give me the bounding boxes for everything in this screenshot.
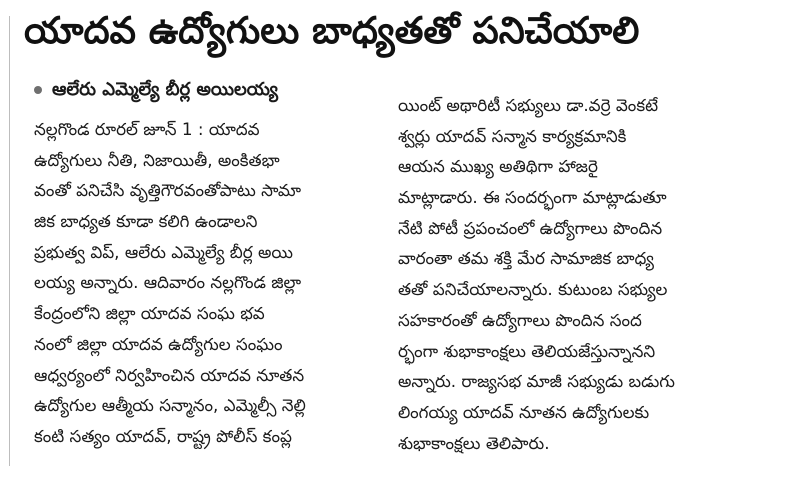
body-line: వంతో పనిచేసి వృత్తిగౌరవంతోపాటు సామా xyxy=(34,180,302,201)
body-line: జిక బాధ్యత కూడా కలిగి ఉండాలని xyxy=(34,211,258,232)
body-line: యింట్ అథారిటీ సభ్యులు డా.వర్రె వెంకటే xyxy=(398,95,659,115)
body-line: నల్లగొండ రూరల్ జూన్ 1 : యాదవ xyxy=(34,119,260,139)
body-line: ఆయన ముఖ్య అతిథిగా హాజరై xyxy=(398,156,598,177)
body-line: లింగయ్య యాదవ్ నూతన ఉద్యోగులకు xyxy=(398,401,650,422)
body-line: సహకారంతో ఉద్యోగాలు పొందిన సంద xyxy=(398,309,642,330)
body-line: అన్నారు. రాజ్యసభ మాజీ సభ్యుడు బడుగు xyxy=(398,371,675,392)
article-headline: యాదవ ఉద్యోగులు బాధ్యతతో పనిచేయాలి xyxy=(24,9,640,52)
body-line: నంలో జిల్లా యాదవ ఉద్యోగుల సంఘం xyxy=(34,333,283,354)
body-line: వారంతా తమ శక్తి మేర సామాజిక బాధ్య xyxy=(398,248,654,269)
article-body-right-column xyxy=(398,90,728,458)
byline-text: ఆలేరు ఎమ్మెల్యే బీర్ల అయిలయ్య xyxy=(52,79,278,100)
body-line: లయ్య అన్నారు. ఆదివారం నల్లగొండ జిల్లా xyxy=(34,272,302,293)
body-line: కేంద్రంలోని జిల్లా యాదవ సంఘ భవ xyxy=(34,303,265,324)
body-line: ఉద్యోగులు నీతి, నిజాయితీ, అంకితభా xyxy=(34,149,280,170)
body-line: శ్వర్లు యాదవ్ సన్మాన కార్యక్రమానికి xyxy=(398,125,627,146)
body-line: ర్భంగా శుభాకాంక్షలు తెలియజేస్తున్నానని xyxy=(398,340,656,361)
body-line: ఆధ్వర్యంలో నిర్వహించిన యాదవ నూతన xyxy=(34,364,305,385)
body-line: శుభాకాంక్షలు తెలిపారు. xyxy=(398,432,550,453)
body-line: ఉద్యోగుల ఆత్మీయ సన్మానం, ఎమ్మెల్సీ నెల్లి xyxy=(34,395,306,416)
bullet-icon xyxy=(34,86,42,94)
body-line: నేటి పోటీ ప్రపంచంలో ఉద్యోగాలు పొందిన xyxy=(398,217,663,238)
article-byline xyxy=(34,76,374,104)
body-line: మాట్లాడారు. ఈ సందర్భంగా మాట్లాడుతూ xyxy=(398,187,667,208)
body-line: తతో పనిచేయాలన్నారు. కుటుంబ సభ్యుల xyxy=(398,279,668,300)
body-line: ప్రభుత్వ విప్, ఆలేరు ఎమ్మెల్యే బీర్ల అయి xyxy=(34,241,294,262)
article-body-left-column xyxy=(34,114,389,452)
body-line: కంటి సత్యం యాదవ్, రాష్ట్ర పోలీస్ కంప్ల xyxy=(34,425,292,446)
column-divider xyxy=(9,16,10,466)
